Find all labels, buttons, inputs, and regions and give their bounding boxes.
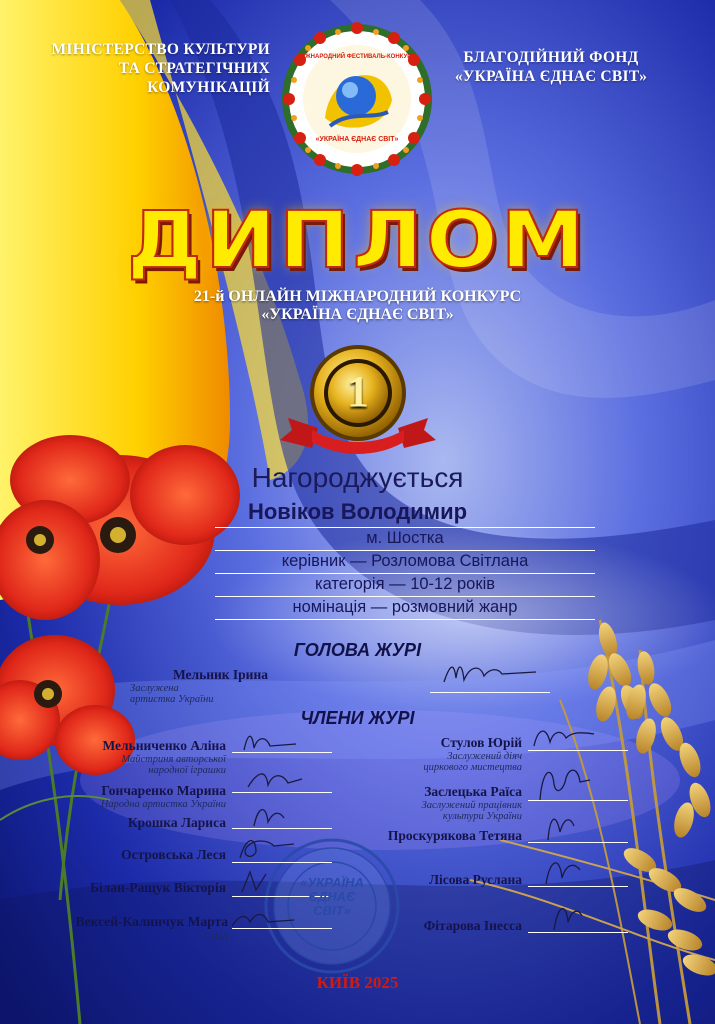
divider	[215, 527, 595, 528]
jury-member-left-4	[50, 847, 226, 863]
jury-member-right-4	[398, 872, 522, 888]
divider	[215, 550, 595, 551]
jury-member-left-3	[50, 815, 226, 831]
jury-member-right-1	[398, 735, 522, 773]
jury-member-name: Заслецька Раїса	[424, 784, 522, 799]
foundation-line-1: БЛАГОДІЙНИЙ ФОНД	[463, 49, 639, 66]
jury-signature	[244, 765, 304, 793]
jury-member-name: Гончаренко Марина	[101, 783, 226, 798]
recipient-name: Новіков Володимир	[247, 499, 468, 524]
divider	[215, 619, 595, 620]
jury-member-title: США	[203, 932, 228, 943]
jury-signature	[240, 728, 300, 754]
jury-signature	[528, 722, 598, 752]
ministry-line-2: ТА СТРАТЕГІЧНИХ	[118, 60, 270, 77]
signature-line	[430, 692, 550, 693]
foundation-line-2: «УКРАЇНА ЄДНАЄ СВІТ»	[454, 68, 648, 85]
logo-bottom-text: «УКРАЇНА ЄДНАЄ СВІТ»	[315, 136, 399, 143]
jury-member-name: Фітарова Інесса	[423, 918, 522, 933]
contest-name-line-2: «УКРАЇНА ЄДНАЄ СВІТ»	[261, 306, 454, 323]
jury-signature	[234, 830, 298, 864]
head-jury-title	[130, 683, 280, 705]
awarded-label: Нагороджується	[251, 462, 464, 493]
city-year: КИЇВ 2025	[316, 973, 399, 992]
head-jury-title-line: артистка України	[130, 694, 214, 705]
award-category: категорія — 10-12 років	[314, 575, 495, 593]
jury-member-name: Крошка Лариса	[127, 815, 226, 830]
organization-stamp	[266, 876, 398, 918]
jury-member-name: Мельниченко Аліна	[102, 738, 226, 753]
foundation-name	[436, 48, 666, 86]
diploma-title: ДИПЛОМ	[127, 196, 588, 286]
jury-signature	[540, 806, 580, 844]
jury-member-title: культури України	[442, 811, 522, 822]
head-jury-signature	[440, 656, 540, 690]
jury-member-right-3	[372, 828, 522, 844]
medal-place-number: 1	[347, 367, 369, 416]
jury-member-name: Вексей-Калинчук Марта	[75, 914, 228, 929]
divider	[215, 596, 595, 597]
jury-member-title: Народна артистка України	[100, 799, 226, 810]
jury-member-name: Лісова Руслана	[428, 872, 522, 887]
jury-signature	[540, 850, 584, 888]
contest-name-line-1: 21-й ОНЛАЙН МІЖНАРОДНИЙ КОНКУРС	[193, 288, 522, 305]
jury-member-title: Заслужений працівник	[421, 800, 522, 811]
jury-member-left-6	[40, 914, 228, 943]
head-jury-name: Мельник Ірина	[172, 667, 268, 682]
jury-signature	[534, 760, 594, 804]
jury-member-name: Островська Леся	[121, 847, 226, 862]
stamp-line: СВІТ»	[313, 903, 351, 918]
jury-member-right-2	[398, 784, 522, 822]
logo-top-text: МІЖНАРОДНИЙ ФЕСТИВАЛЬ-КОНКУРС	[298, 54, 416, 60]
jury-member-title: Майстриня авторської	[121, 754, 226, 765]
jury-member-name: Стулов Юрій	[440, 735, 522, 750]
head-jury-heading: ГОЛОВА ЖУРІ	[293, 640, 422, 660]
head-jury-title-line: Заслужена	[130, 683, 179, 694]
jury-member-left-5	[50, 880, 226, 896]
divider	[215, 573, 595, 574]
jury-member-right-5	[398, 918, 522, 934]
jury-member-title: народної іграшки	[148, 765, 226, 776]
ministry-name	[40, 40, 270, 97]
jury-member-title: Заслужений діяч	[447, 751, 522, 762]
ministry-line-1: МІНІСТЕРСТВО КУЛЬТУРИ	[51, 41, 270, 58]
award-city: м. Шостка	[366, 529, 444, 547]
ministry-line-3: КОМУНІКАЦІЙ	[147, 79, 270, 96]
jury-signature	[248, 800, 288, 830]
jury-member-name: Білан-Ращук Вікторія	[90, 880, 226, 895]
jury-signature	[546, 894, 586, 934]
members-jury-heading: ЧЛЕНИ ЖУРІ	[300, 708, 415, 728]
jury-member-name: Проскурякова Тетяна	[387, 828, 522, 843]
jury-member-title: циркового мистецтва	[423, 762, 522, 773]
jury-member-left-1	[50, 738, 226, 776]
jury-member-left-2	[50, 783, 226, 810]
festival-logo	[282, 24, 432, 174]
stamp-line: ЄДНАЄ	[308, 889, 356, 904]
award-teacher: керівник — Розломова Світлана	[281, 552, 529, 570]
award-nomination: номінація — розмовний жанр	[292, 598, 518, 616]
stamp-line: «УКРАЇНА	[300, 875, 364, 890]
